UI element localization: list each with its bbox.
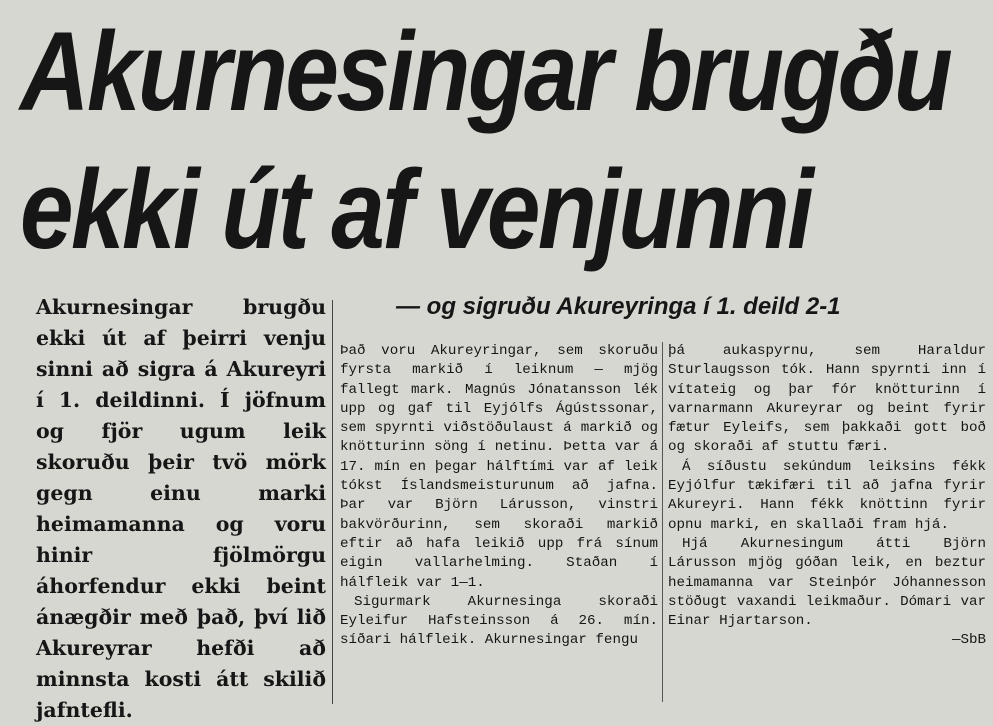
column-divider [332, 300, 333, 704]
article-column-1 [340, 342, 658, 651]
column-2-paragraph-3: Hjá Akurnesingum átti Björn Lárusson mjög góðan leik, en beztur heimamanna var Steinþór Jóhannesson stöðugt vaxandi leikmaður. Dómari var Einar Hjartarson. [668, 535, 986, 630]
column-2-paragraph-2: Á síðustu sekúndum leiksins fékk Eyjólfur tækifæri til að jafna fyrir Akureyri. Hann fékk knöttinn fyrir opnu marki, en skallaði fram hjá. [668, 458, 986, 533]
byline: —SbB [951, 632, 986, 649]
column-1-paragraph-1: Það voru Akureyringar, sem skoruðu fyrsta markið í leiknum — mjög fallegt mark. Magnús Jónatansson lék upp og gaf til Eyjólfs Ágústssonar, sem spyrnti viðstöðulaust á markið og knötturinn söng í netinu. Þetta var á 17. mín en þegar hálftími var af leik tókst Íslandsmeisturunum að jafna. Þar var Björn Lárusson, vinstri bakvörðurinn, sem skoraði markið eftir að hafa leikið upp frá sínum eigin vallarhelming. Staðan í hálfleik var 1—1. [340, 343, 658, 591]
lead-text: Akurnesingar brugðu ekki út af þeirri venju sinni að sigra á Akureyri í 1. deildinni. Í jöfnum og fjör ugum leik skoruðu þeir tvö mörk gegn einu marki heimamanna og voru hinir fjölmörgu áhorfendur ekki beint ánægðir með það, því lið Akureyrar hefði að minnsta kosti átt skilið jafntefli. [36, 295, 326, 722]
lead-paragraph [36, 292, 326, 726]
headline-line-2: ekki út af venjunni [20, 147, 812, 272]
subheadline: — og sigruðu Akureyringa í 1. deild 2-1 [396, 293, 841, 320]
article-column-2 [668, 342, 986, 651]
headline-line-1: Akurnesingar brugðu [20, 9, 951, 134]
column-1-paragraph-2: Sigurmark Akurnesinga skoraði Eyleifur Hafsteinsson á 26. mín. síðari hálfleik. Akurnesingar fengu [340, 593, 658, 649]
column-divider-2 [662, 342, 663, 702]
column-2-paragraph-1: þá aukaspyrnu, sem Haraldur Sturlaugsson tók. Hann spyrnti inn í vítateig og þar fór knötturinn í varnarmann Akureyrar og beint fyrir fætur Eyleifs, sem þakkaði gott boð og skoraði af stuttu færi. [668, 343, 986, 456]
